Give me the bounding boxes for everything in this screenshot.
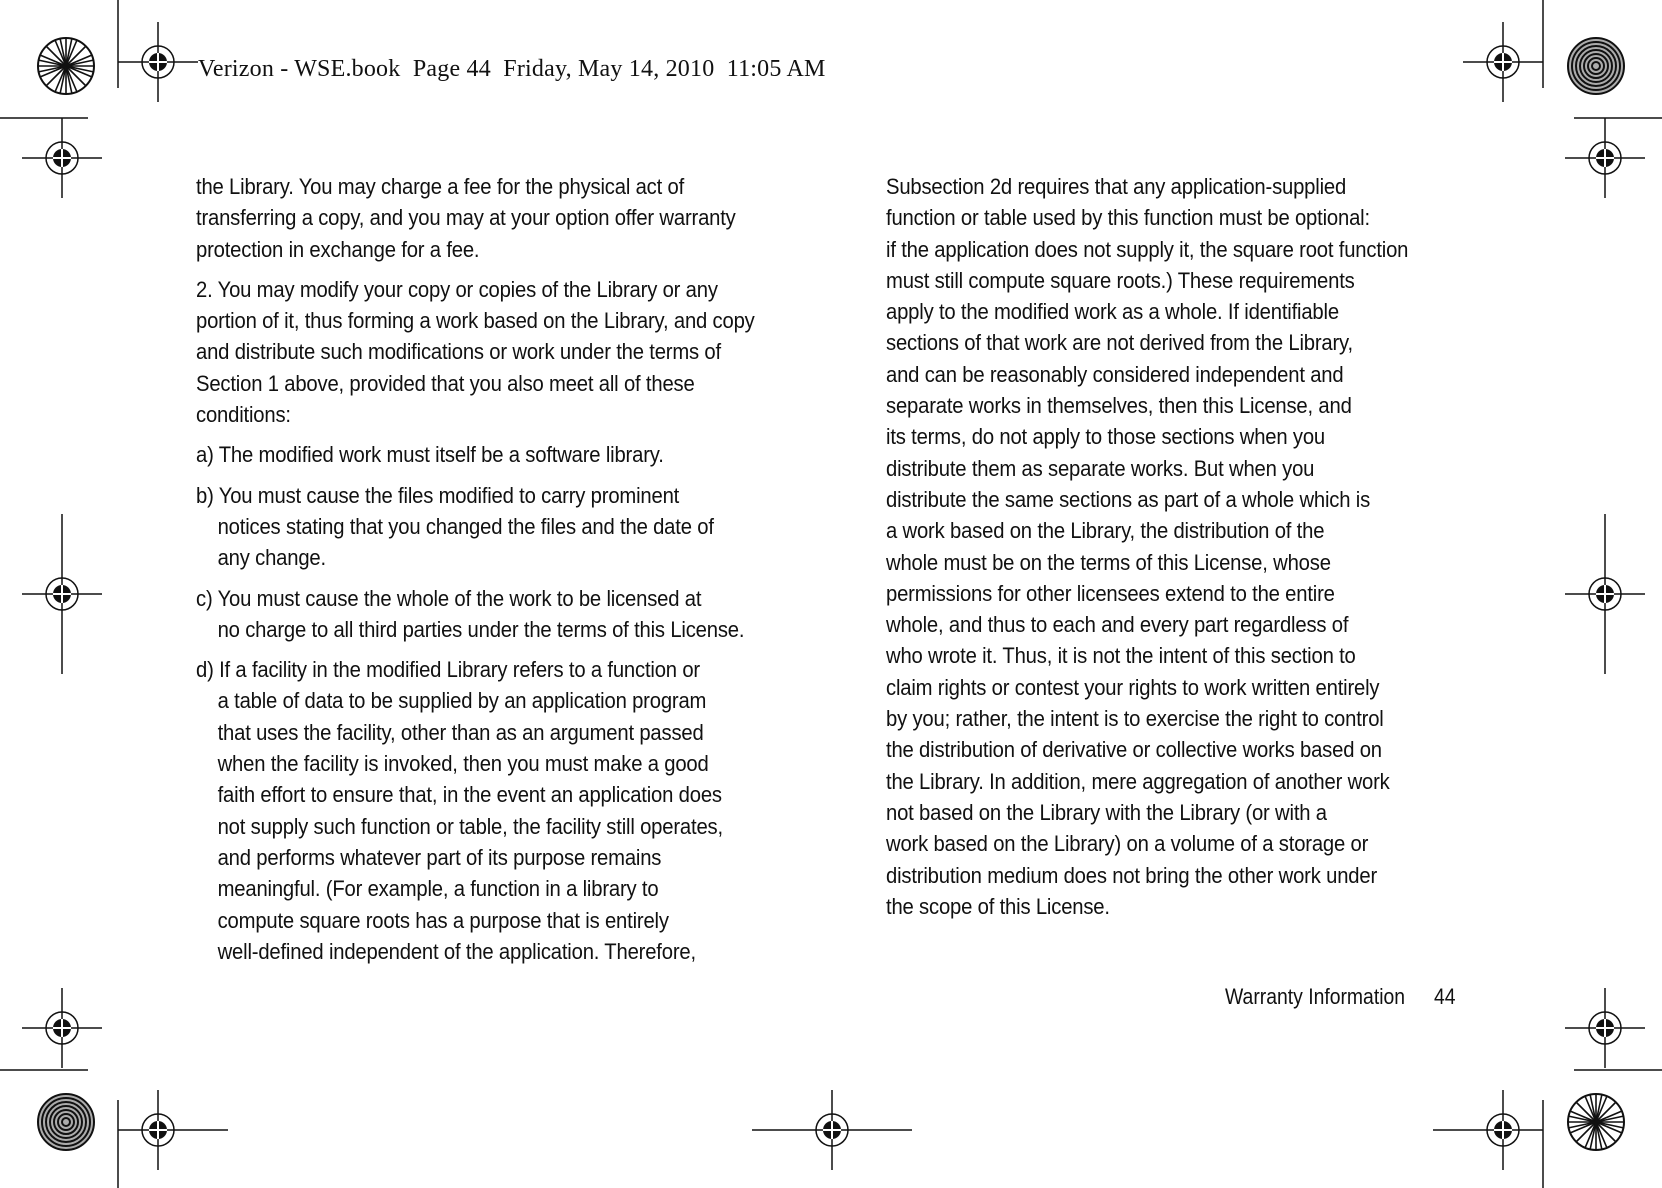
text-line: claim rights or contest your rights to work written entirely <box>886 674 1380 700</box>
text-line: transferring a copy, and you may at your option offer warranty <box>196 205 736 231</box>
text-line: by you; rather, the intent is to exercise the right to control <box>886 706 1384 732</box>
text-line: conditions: <box>196 402 291 428</box>
text-line: distribute the same sections as part of a whole which is <box>886 486 1371 512</box>
text-line: not supply such function or table, the facility still operates, <box>217 813 723 839</box>
starburst-target-icon <box>1566 1092 1626 1152</box>
footer-section-label: Warranty Information <box>1225 984 1406 1009</box>
text-line: when the facility is invoked, then you must make a good <box>217 751 709 777</box>
registration-target-icon <box>1565 514 1645 674</box>
text-line: Subsection 2d requires that any application-supplied <box>886 174 1347 199</box>
text-line: meaningful. (For example, a function in a library to <box>217 876 659 902</box>
text-line: and distribute such modifications or work under the terms of <box>196 339 721 365</box>
text-line: faith effort to ensure that, in the event an application does <box>217 782 722 808</box>
text-line: apply to the modified work as a whole. If identifiable <box>886 299 1339 325</box>
text-line: the distribution of derivative or collective works based on <box>886 737 1382 763</box>
text-line: permissions for other licensees extend to the entire <box>886 580 1335 606</box>
text-line: a work based on the Library, the distribution of the <box>886 518 1325 544</box>
text-line: Section 1 above, provided that you also meet all of these <box>196 370 695 396</box>
text-line: portion of it, thus forming a work based on the Library, and copy <box>196 308 755 334</box>
text-line: that uses the facility, other than as an argument passed <box>217 719 704 745</box>
registration-target-icon <box>1565 118 1645 198</box>
registration-target-icon <box>118 22 198 102</box>
text-line: and can be reasonably considered independent and <box>886 361 1344 387</box>
text-line: whole must be on the terms of this License, whose <box>886 549 1331 575</box>
text-line: d) If a facility in the modified Library refers to a function or <box>196 657 700 683</box>
text-line: separate works in themselves, then this License, and <box>886 393 1352 419</box>
text-line: must still compute square roots.) These requirements <box>886 267 1355 293</box>
text-line: its terms, do not apply to those sections when you <box>886 424 1326 450</box>
text-line: distribute them as separate works. But when you <box>886 455 1315 481</box>
text-line: 2. You may modify your copy or copies of the Library or any <box>196 276 718 302</box>
text-line: no charge to all third parties under the terms of this License. <box>217 616 745 642</box>
text-line: notices stating that you changed the files and the date of <box>217 513 714 539</box>
text-line: the Library. In addition, mere aggregation of another work <box>886 768 1390 794</box>
registration-target-icon <box>752 1090 912 1170</box>
text-line: distribution medium does not bring the other work under <box>886 862 1378 888</box>
print-header: Verizon - WSE.book Page 44 Friday, May 14, 2010 11:05 AM <box>198 56 826 82</box>
starburst-target-icon <box>36 36 96 96</box>
registration-target-icon <box>1463 22 1543 102</box>
text-line: b) You must cause the files modified to carry prominent <box>196 482 680 508</box>
text-line: if the application does not supply it, the square root function <box>886 236 1409 262</box>
footer-page-number: 44 <box>1434 984 1456 1009</box>
concentric-target-icon <box>36 1092 96 1152</box>
registration-target-icon <box>22 988 102 1068</box>
text-line: well-defined independent of the application. Therefore, <box>217 938 696 964</box>
text-line: c) You must cause the whole of the work to be licensed at <box>196 585 702 611</box>
text-line: and performs whatever part of its purpose remains <box>217 844 662 870</box>
text-line: the Library. You may charge a fee for the physical act of <box>196 174 685 199</box>
registration-target-icon <box>118 1090 228 1170</box>
text-line: work based on the Library) on a volume of a storage or <box>886 831 1369 857</box>
text-line: sections of that work are not derived from the Library, <box>886 330 1353 356</box>
text-line: a table of data to be supplied by an application program <box>217 688 707 714</box>
concentric-target-icon <box>1566 36 1626 96</box>
text-line: function or table used by this function must be optional: <box>886 205 1370 231</box>
registration-target-icon <box>22 514 102 674</box>
registration-target-icon <box>1433 1090 1543 1170</box>
registration-target-icon <box>1565 988 1645 1068</box>
text-line: compute square roots has a purpose that is entirely <box>217 907 669 933</box>
text-line: the scope of this License. <box>886 893 1110 919</box>
text-line: protection in exchange for a fee. <box>196 236 480 262</box>
text-line: not based on the Library with the Library (or with a <box>886 799 1327 825</box>
registration-target-icon <box>22 118 102 198</box>
text-line: a) The modified work must itself be a software library. <box>196 442 664 468</box>
text-line: who wrote it. Thus, it is not the intent of this section to <box>886 643 1356 669</box>
text-line: any change. <box>217 545 326 571</box>
text-line: whole, and thus to each and every part regardless of <box>886 612 1349 638</box>
